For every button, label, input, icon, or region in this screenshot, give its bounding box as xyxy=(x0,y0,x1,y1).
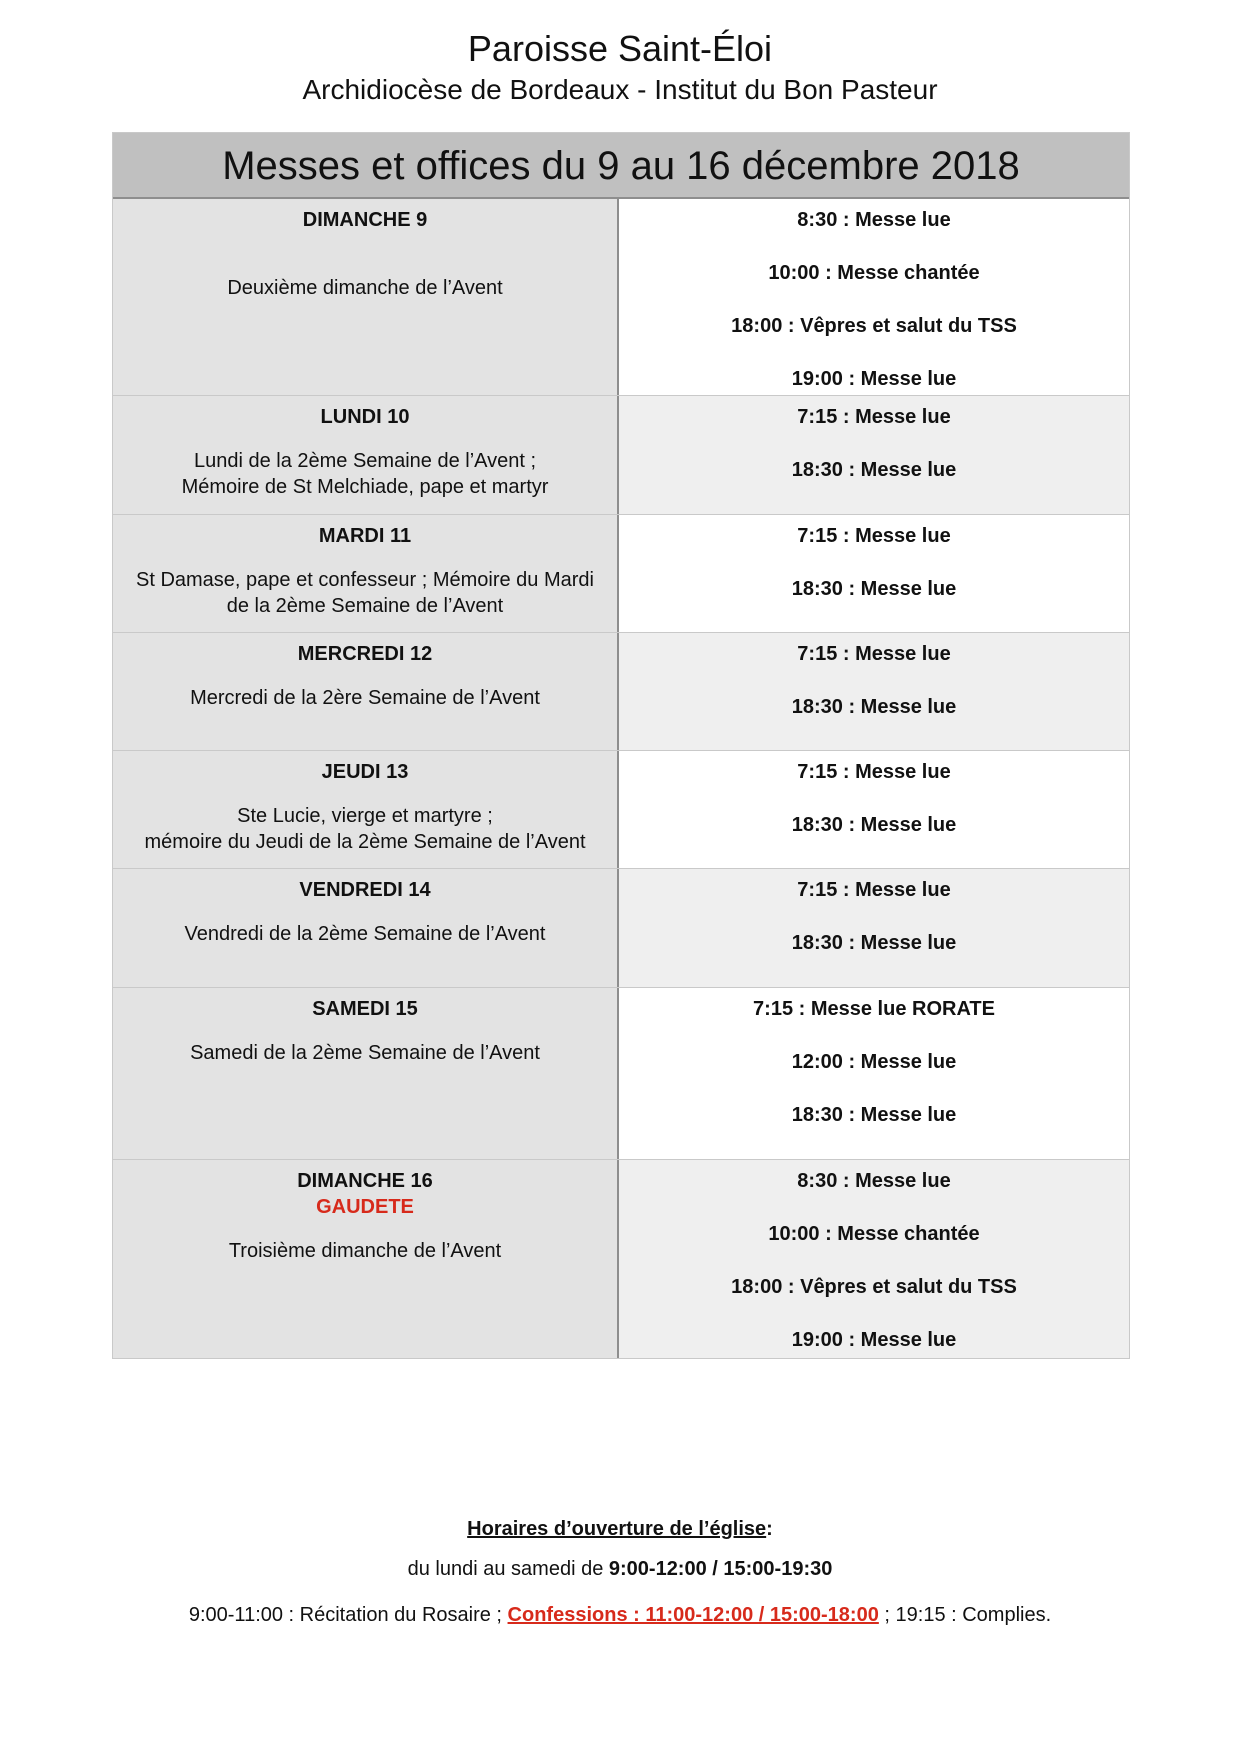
parish-name: Paroisse Saint-Éloi xyxy=(467,28,773,69)
mass-time: 8:30 : Messe lue xyxy=(797,1170,951,1192)
mass-time: 7:15 : Messe lue xyxy=(797,879,951,901)
schedule-title: Messes et offices du 9 au 16 décembre 2018 xyxy=(113,133,1129,199)
mass-time: 18:30 : Messe lue xyxy=(791,459,957,481)
schedule-row xyxy=(113,395,1129,514)
mass-time: 18:00 : Vêpres et salut du TSS xyxy=(731,315,1017,337)
schedule-row xyxy=(113,632,1129,750)
mass-time: 18:30 : Messe lue xyxy=(791,814,957,836)
schedule-table xyxy=(112,132,1130,1359)
opening-hours-title: Horaires d’ouverture de l’église xyxy=(467,1518,767,1540)
rosary-text: 9:00-11:00 : Récitation du Rosaire ; xyxy=(188,1604,508,1626)
mass-time: 8:30 : Messe lue xyxy=(797,209,951,231)
day-name: SAMEDI 15 xyxy=(312,998,418,1020)
schedule-rows xyxy=(113,199,1129,1358)
mass-time: 18:30 : Messe lue xyxy=(791,932,957,954)
opening-hours-prefix: du lundi au samedi de xyxy=(407,1558,609,1580)
mass-time: 18:00 : Vêpres et salut du TSS xyxy=(731,1276,1017,1298)
mass-time: 10:00 : Messe chantée xyxy=(768,262,980,284)
schedule-row xyxy=(113,868,1129,987)
day-name: DIMANCHE 9 xyxy=(302,209,428,231)
mass-cell xyxy=(619,396,1129,514)
day-cell xyxy=(113,633,619,750)
day-description: Troisième dimanche de l’Avent xyxy=(228,1240,502,1262)
day-description: Deuxième dimanche de l’Avent xyxy=(227,277,503,299)
mass-time: 18:30 : Messe lue xyxy=(791,696,957,718)
day-cell xyxy=(113,199,619,395)
mass-cell xyxy=(619,515,1129,632)
compline-text: ; 19:15 : Complies. xyxy=(878,1604,1052,1626)
mass-time: 10:00 : Messe chantée xyxy=(768,1223,980,1245)
mass-time: 7:15 : Messe lue xyxy=(797,643,951,665)
daily-offices-line xyxy=(112,1604,1128,1627)
mass-time: 7:15 : Messe lue xyxy=(797,525,951,547)
mass-time: 7:15 : Messe lue xyxy=(797,406,951,428)
day-name: DIMANCHE 16 xyxy=(297,1170,433,1192)
day-cell xyxy=(113,869,619,987)
day-name: VENDREDI 14 xyxy=(299,879,431,901)
opening-hours-colon: : xyxy=(766,1518,773,1540)
schedule-row xyxy=(113,199,1129,395)
day-name: MARDI 11 xyxy=(318,525,412,547)
schedule-row xyxy=(113,987,1129,1159)
mass-time: 19:00 : Messe lue xyxy=(791,368,957,390)
opening-hours-value: 9:00-12:00 / 15:00-19:30 xyxy=(608,1558,833,1580)
opening-hours-heading xyxy=(0,1518,1240,1541)
schedule-row xyxy=(113,514,1129,632)
day-description: Ste Lucie, vierge et martyre ; mémoire du Jeudi de la 2ème Semaine de l’Avent xyxy=(144,805,586,853)
day-description: Samedi de la 2ème Semaine de l’Avent xyxy=(190,1042,540,1064)
diocese-name: Archidiocèse de Bordeaux - Institut du Bon Pasteur xyxy=(302,74,938,105)
opening-hours-line xyxy=(0,1558,1240,1581)
mass-cell xyxy=(619,869,1129,987)
day-name: LUNDI 10 xyxy=(320,406,410,428)
mass-cell xyxy=(619,633,1129,750)
mass-cell xyxy=(619,988,1129,1159)
day-cell xyxy=(113,1160,619,1358)
day-description: Vendredi de la 2ème Semaine de l’Avent xyxy=(184,923,546,945)
mass-cell xyxy=(619,1160,1129,1358)
day-description: Lundi de la 2ème Semaine de l’Avent ; Mémoire de St Melchiade, pape et martyr xyxy=(181,450,549,498)
mass-cell xyxy=(619,199,1129,395)
confessions-text: Confessions : 11:00-12:00 / 15:00-18:00 xyxy=(507,1604,879,1626)
schedule-row xyxy=(113,750,1129,868)
mass-time: 19:00 : Messe lue xyxy=(791,1329,957,1351)
day-cell xyxy=(113,751,619,868)
mass-time: 12:00 : Messe lue xyxy=(791,1051,957,1073)
page-header xyxy=(0,26,1240,108)
mass-time: 18:30 : Messe lue xyxy=(791,578,957,600)
day-cell xyxy=(113,396,619,514)
schedule-row xyxy=(113,1159,1129,1358)
day-name: JEUDI 13 xyxy=(321,761,409,783)
mass-time: 7:15 : Messe lue RORATE xyxy=(753,998,995,1020)
day-feast: GAUDETE xyxy=(316,1196,414,1218)
mass-cell xyxy=(619,751,1129,868)
day-name: MERCREDI 12 xyxy=(297,643,433,665)
mass-time: 18:30 : Messe lue xyxy=(791,1104,957,1126)
day-description: Mercredi de la 2ère Semaine de l’Avent xyxy=(190,687,540,709)
day-cell xyxy=(113,988,619,1159)
day-cell xyxy=(113,515,619,632)
mass-time: 7:15 : Messe lue xyxy=(797,761,951,783)
day-description: St Damase, pape et confesseur ; Mémoire du Mardi de la 2ème Semaine de l’Avent xyxy=(136,569,594,617)
